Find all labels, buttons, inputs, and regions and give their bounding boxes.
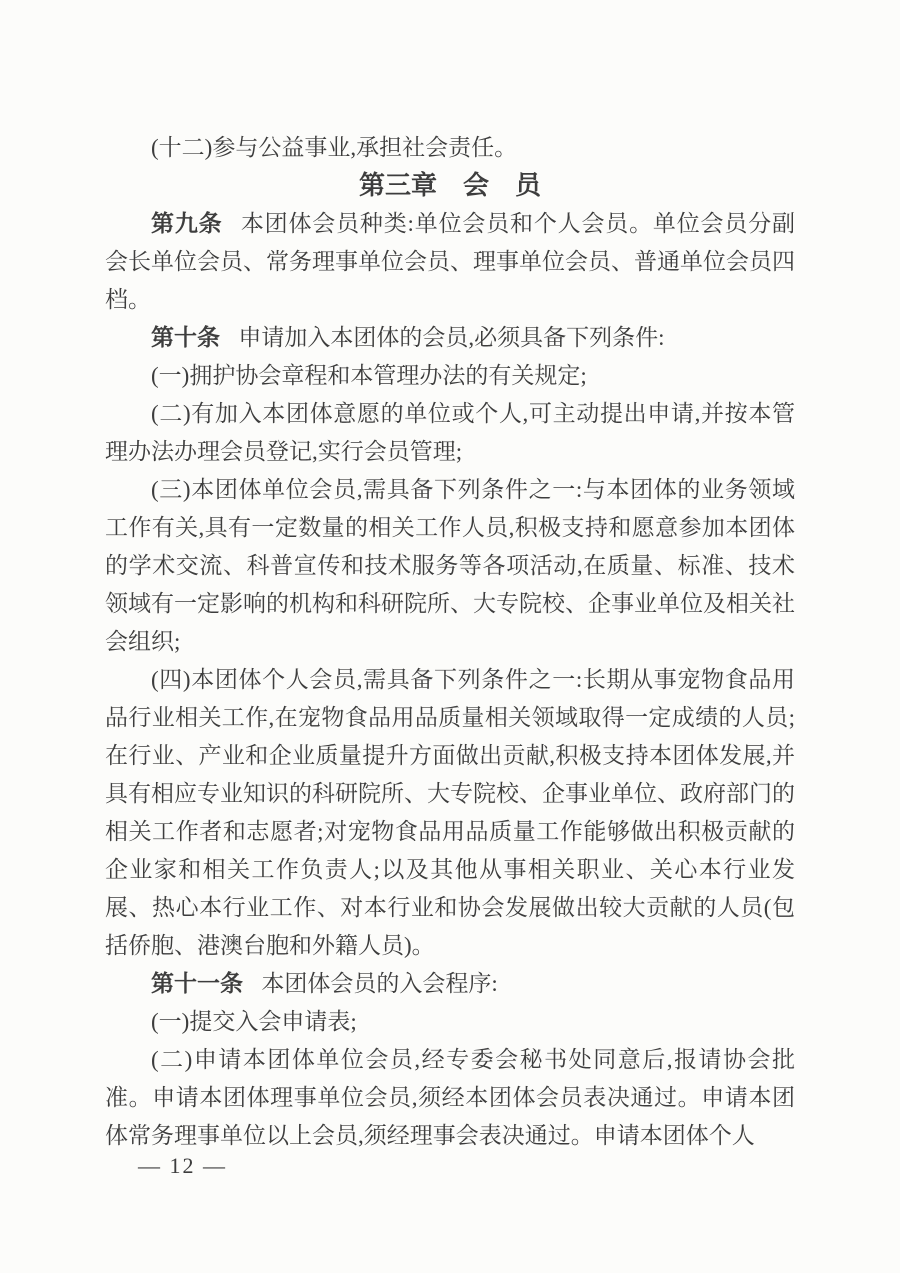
article-10-text: 申请加入本团体的会员,必须具备下列条件: — [238, 325, 665, 350]
page-body — [105, 129, 795, 1155]
article-10-item-2: (二)有加入本团体意愿的单位或个人,可主动提出申请,并按本管理办法办理会员登记,实行会员管理; — [105, 401, 795, 464]
article-11-text: 本团体会员的入会程序: — [261, 971, 498, 996]
article-11 — [105, 965, 795, 1003]
clause-twelve: (十二)参与公益事业,承担社会责任。 — [151, 135, 518, 160]
article-10-number: 第十条 — [151, 325, 220, 350]
article-9 — [105, 205, 795, 319]
article-10-item-3: (三)本团体单位会员,需具备下列条件之一:与本团体的业务领域工作有关,具有一定数量的相关工作人员,积极支持和愿意参加本团体的学术交流、科普宣传和技术服务等各项活动,在质量、标准、技术领域有一定影响的机构和科研院所、大专院校、企事业单位及相关社会组织; — [105, 477, 795, 654]
article-9-text: 本团体会员种类:单位会员和个人会员。单位会员分副会长单位会员、常务理事单位会员、理事单位会员、普通单位会员四档。 — [105, 211, 796, 312]
chapter-heading: 第三章 会 员 — [358, 171, 541, 200]
article-10-item-4: (四)本团体个人会员,需具备下列条件之一:长期从事宠物食品用品行业相关工作,在宠物食品用品质量相关领域取得一定成绩的人员;在行业、产业和企业质量提升方面做出贡献,积极支持本团体发展,并具有相应专业知识的科研院所、大专院校、企事业单位、政府部门的相关工作者和志愿者;对宠物食品用品质量工作能够做出积极贡献的企业家和相关工作负责人;以及其他从事相关职业、关心本行业发展、热心本行业工作、对本行业和协会发展做出较大贡献的人员(包括侨胞、港澳台胞和外籍人员)。 — [105, 667, 795, 958]
page-number: — 12 — — [138, 1153, 227, 1178]
article-9-number: 第九条 — [151, 211, 223, 236]
article-11-item-1: (一)提交入会申请表; — [151, 1009, 357, 1034]
article-11-item-2: (二)申请本团体单位会员,经专委会秘书处同意后,报请协会批准。申请本团体理事单位会员,须经本团体会员表决通过。申请本团体常务理事单位以上会员,须经理事会表决通过。申请本团体个人 — [105, 1047, 795, 1148]
article-11-number: 第十一条 — [151, 971, 243, 996]
article-10-item-1: (一)拥护协会章程和本管理办法的有关规定; — [151, 363, 587, 388]
article-10 — [105, 319, 795, 357]
